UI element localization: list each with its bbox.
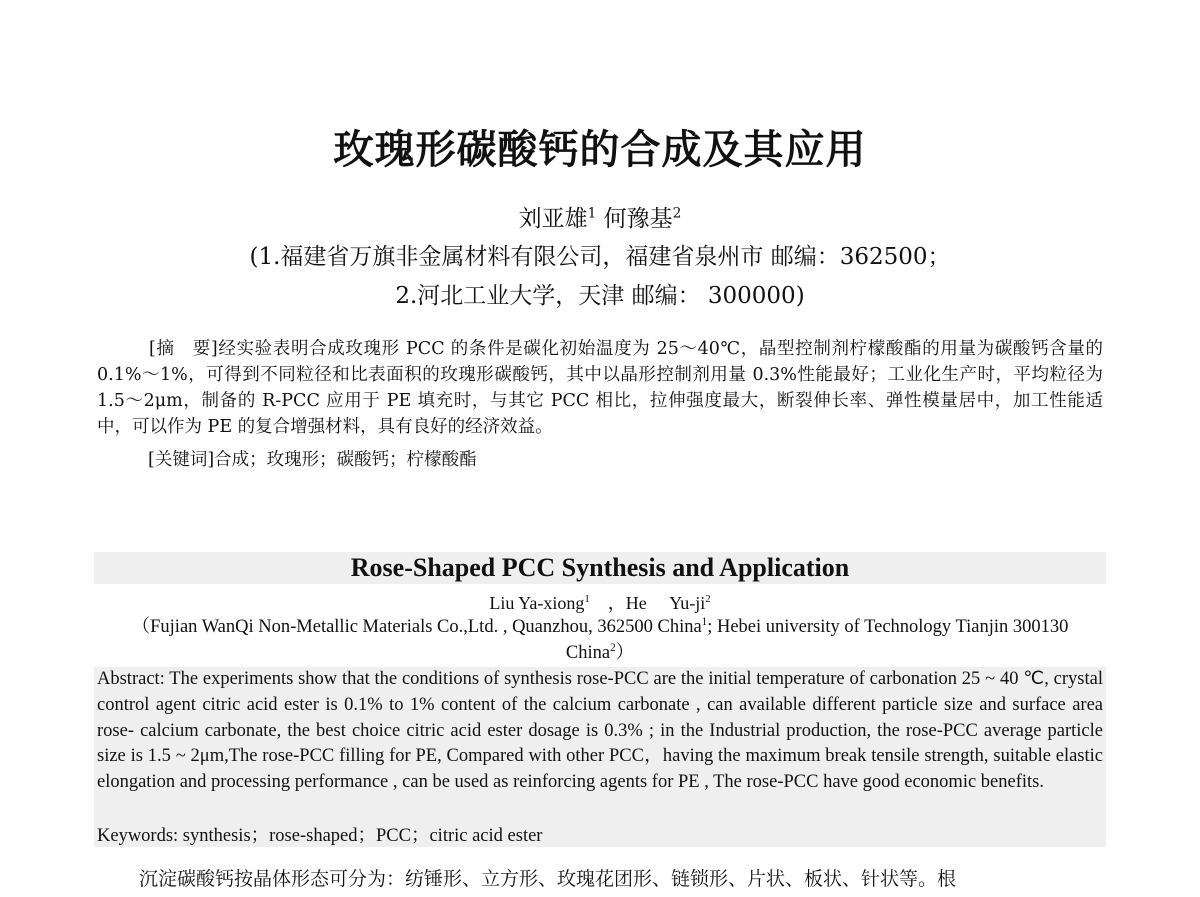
author-name: Liu Ya-xiong	[489, 593, 585, 613]
author-line-english	[0, 589, 1200, 615]
author-affiliation-mark: 1	[584, 593, 590, 605]
affiliation-part: ）	[615, 643, 635, 663]
author-name: 何豫基	[603, 206, 673, 232]
affiliation-part: （Fujian WanQi Non-Metallic Materials Co.,Ltd. , Quanzhou, 362500 China	[131, 617, 702, 637]
abstract-text: 经实验表明合成玫瑰形 PCC 的条件是碳化初始温度为 25～40℃，晶型控制剂柠檬酸酯的用量为碳酸钙含量的 0.1%～1%，可得到不同粒径和比表面积的玫瑰形碳酸钙，其中以晶形控制剂用量 0.3%性能最好；工业化生产时，平均粒径为 1.5～2μm，制备的 R-PCC 应用于 PE 填充时，与其它 PCC 相比，拉伸强度最大，断裂伸长率、弹性模量居中，加工性能适中，可以作为 PE 的复合增强材料，具有良好的经济效益。	[97, 339, 1103, 437]
keywords-english: Keywords: synthesis；rose-shaped；PCC；citric acid ester	[97, 826, 543, 846]
keywords-text: 合成；玫瑰形；碳酸钙；柠檬酸酯	[214, 450, 477, 470]
author-affiliation-mark: 2	[705, 593, 711, 605]
author-name: Yu-ji	[669, 593, 706, 613]
affiliation-mark: 1	[701, 615, 708, 628]
affiliation-line-2: 2.河北工业大学，天津 邮编： 300000)	[395, 283, 805, 309]
affiliation-line-1: (1.福建省万旗非金属材料有限公司，福建省泉州市 邮编：362500；	[249, 244, 951, 270]
abstract-label: [摘 要]	[149, 339, 218, 359]
paper-title-chinese: 玫瑰形碳酸钙的合成及其应用	[333, 126, 867, 173]
author-affiliation-mark: 1	[587, 205, 597, 222]
abstract-chinese	[97, 336, 1103, 440]
keywords-chinese	[148, 446, 477, 471]
author-line-chinese	[0, 200, 1200, 233]
keywords-label: [关键词]	[148, 450, 215, 470]
abstract-english: Abstract: The experiments show that the conditions of synthesis rose-PCC are the initial temperature of carbonation 25 ~ 40 ℃, crystal control agent citric acid ester is 0.1% to 1% content of the calcium carbonate , can available different particle size and surface area rose- calcium carbonate, the best choice citric acid ester dosage is 0.3% ; in the Industrial production, the rose-PCC average particle size is 1.5 ~ 2μm,The rose-PCC filling for PE, Compared with other PCC，having the maximum break tensile strength, suitable elastic elongation and processing performance , can be used as reinforcing agents for PE , The rose-PCC have good economic benefits.	[97, 669, 1103, 793]
author-affiliation-mark: 2	[672, 205, 682, 222]
paper-title-english: Rose-Shaped PCC Synthesis and Application	[350, 553, 850, 582]
affiliation-mark: 2	[610, 641, 616, 654]
author-name: 刘亚雄	[518, 206, 588, 232]
affiliation-english	[97, 614, 1103, 666]
affiliation-part: ; Hebei university of Technology Tianjin 300130 China	[565, 617, 1069, 663]
body-paragraph: 沉淀碳酸钙按晶体形态可分为：纺锤形、立方形、玫瑰花团形、链锁形、片状、板状、针状等。根	[139, 868, 957, 890]
author-separator: ，He	[607, 593, 647, 613]
